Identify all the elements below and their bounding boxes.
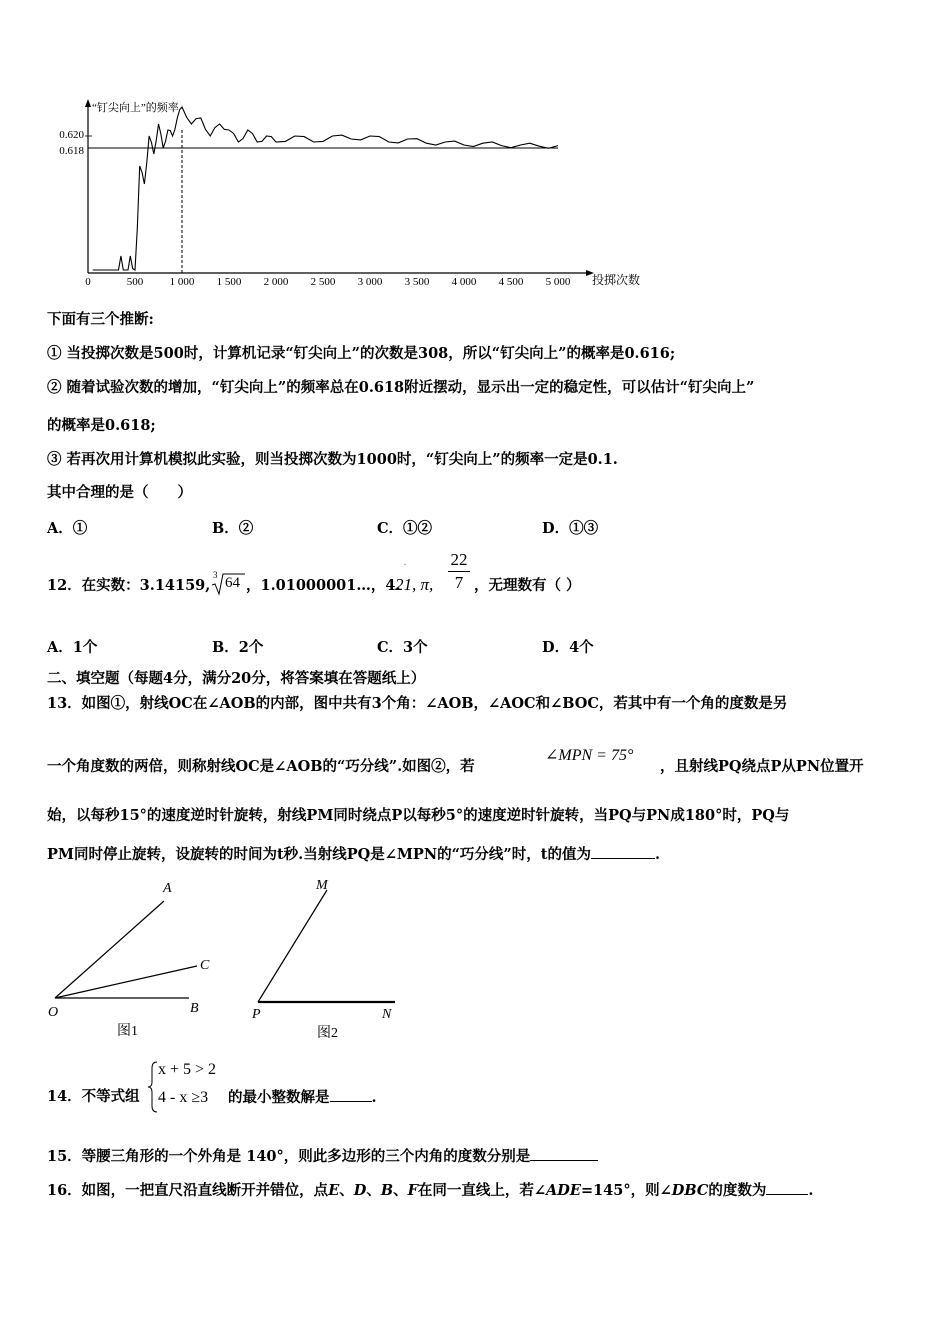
x-tick-label: 5 000 (545, 276, 571, 288)
q16-sep-3: 、 (393, 1182, 408, 1199)
q13-figures (40, 872, 410, 1047)
q14-tail-text: 的最小整数解是 (228, 1089, 330, 1106)
q12-option-d[interactable]: D．4个 (542, 639, 594, 656)
q11-option-c[interactable]: C．①② (377, 520, 433, 537)
x-tick-labels (85, 276, 571, 288)
statement-2b: 的概率是0.618; (47, 417, 156, 434)
x-tick-label: 2 500 (310, 276, 336, 288)
q16-line (47, 1180, 813, 1201)
x-tick-label: 4 000 (451, 276, 477, 288)
statement-1: ① 当投掷次数是500时，计算机记录“钉尖向上”的次数是308，所以“钉尖向上”的概率是0.616; (47, 345, 676, 362)
x-tick-label: 500 (126, 276, 144, 288)
label-b: B (190, 1001, 199, 1016)
q11-option-b[interactable]: B．② (212, 520, 254, 537)
q12-option-b[interactable]: B．2个 (212, 639, 264, 656)
y-axis-arrow (85, 99, 91, 107)
label-c: C (200, 958, 210, 973)
y-axis-title: “钉尖向上”的频率 (92, 102, 179, 114)
intro-line: 下面有三个推断: (47, 311, 154, 328)
x-tick-label: 2 000 (263, 276, 289, 288)
frac-denominator: 7 (454, 573, 464, 592)
q13-line-2a: 一个角度数的两倍，则称射线OC是∠AOB的“巧分线”.如图②，若 (47, 758, 475, 775)
q16-angle-ade: ADE (546, 1182, 581, 1199)
figure-1-caption: 图1 (117, 1024, 138, 1039)
q14-end: . (371, 1089, 377, 1106)
figure-1 (48, 881, 210, 1039)
q16-angle-dbc: DBC (671, 1182, 709, 1199)
q16-text-c: =145°，则∠ (580, 1182, 672, 1199)
q12-cube-root (210, 570, 246, 596)
q12-option-a[interactable]: A．1个 (47, 639, 98, 656)
q16-point-d: D (353, 1182, 367, 1199)
ray-oc (55, 966, 197, 998)
q13-answer-blank[interactable] (591, 844, 655, 859)
q11-option-a[interactable]: A．① (47, 520, 88, 537)
x-tick-label: 1 500 (216, 276, 242, 288)
section-2-heading: 二、填空题（每题4分，满分20分，将答案填在答题纸上） (47, 670, 426, 687)
ray-oa (55, 901, 164, 998)
cbrt-index: 3 (213, 570, 218, 580)
q13-line-4 (47, 844, 660, 865)
q16-end: . (808, 1182, 814, 1199)
frequency-series-line (93, 107, 558, 270)
q12-lead: 12．在实数：3.14159, (47, 577, 211, 594)
q15-answer-blank[interactable] (530, 1146, 598, 1161)
q12-fraction (447, 550, 471, 596)
q11-option-d[interactable]: D．①③ (542, 520, 599, 537)
q15-text: 15．等腰三角形的一个外角是 140°，则此多边形的三个内角的度数分别是 (47, 1148, 531, 1165)
label-n: N (382, 1007, 392, 1022)
q16-sep-2: 、 (366, 1182, 381, 1199)
label-m: M (316, 878, 328, 893)
y-tick-label: 0.620 (59, 129, 84, 141)
x-tick-label: 1 000 (169, 276, 195, 288)
figure-2-caption: 图2 (317, 1026, 338, 1041)
statement-2a: ② 随着试验次数的增加，“钉尖向上”的频率总在0.618附近摆动，显示出一定的稳定性，可以估计“钉尖向上” (47, 379, 755, 396)
q16-point-b: B (380, 1182, 394, 1199)
frequency-chart (40, 95, 665, 295)
q16-point-e: E (328, 1182, 340, 1199)
q13-line-2b: ，且射线PQ绕点P从PN位置开 (660, 758, 864, 775)
x-tick-label: 3 500 (404, 276, 430, 288)
q12-end: ，无理数有（ ） (474, 577, 581, 594)
cbrt-radicand: 64 (225, 575, 240, 591)
q16-text-d: 的度数为 (708, 1182, 767, 1199)
x-tick-label: 4 500 (498, 276, 524, 288)
q13-line-3: 始，以每秒15°的速度逆时针旋转，射线PM同时绕点P以每秒5°的速度逆时针旋转，当PQ与PN成180°时，PQ与 (47, 807, 790, 824)
statement-3: ③ 若再次用计算机模拟此实验，则当投掷次数为1000时，“钉尖向上”的频率一定是0.1. (47, 451, 618, 468)
frac-numerator: 22 (450, 550, 468, 569)
label-p: P (252, 1007, 261, 1022)
q16-point-f: F (407, 1182, 418, 1199)
y-tick-labels (59, 129, 84, 157)
q12-math-tail: 21, π, (395, 575, 434, 594)
q12-option-c[interactable]: C．3个 (377, 639, 428, 656)
y-tick-label: 0.618 (59, 145, 84, 157)
q15-line (47, 1146, 598, 1167)
question-ask: 其中合理的是（ ） (47, 484, 192, 501)
label-a: A (163, 881, 172, 896)
q13-line-4-text: PM同时停止旋转，设旋转的时间为t秒.当射线PQ是∠MPN的“巧分线”时，t的值为 (47, 846, 591, 863)
q14-tail (228, 1087, 377, 1108)
q13-line-4-end: . (654, 846, 661, 863)
q16-sep-1: 、 (339, 1182, 354, 1199)
q14-inequality-1: x + 5 > 2 (158, 1061, 217, 1078)
q12-mid: ，1.01000001…，4. (246, 577, 401, 594)
q13-line-1: 13．如图①，射线OC在∠AOB的内部，图中共有3个角：∠AOB，∠AOC和∠BOC，若其中有一个角的度数是另 (47, 695, 788, 712)
ray-pm (258, 890, 327, 1002)
q13-angle-expression: ∠MPN = 75° (545, 747, 634, 764)
q14-inequality-2: 4 - x ≥3 (158, 1089, 209, 1106)
q14-lead: 14．不等式组 (47, 1088, 140, 1105)
x-tick-label: 0 (85, 276, 91, 288)
x-axis-title: 投掷次数 (592, 273, 641, 287)
q16-text-a: 16．如图，一把直尺沿直线断开并错位，点 (47, 1182, 329, 1199)
figure-2 (251, 878, 395, 1041)
label-o: O (48, 1005, 59, 1020)
q16-answer-blank[interactable] (766, 1180, 808, 1195)
q12-repeat-dot: · (403, 557, 407, 571)
x-tick-label: 3 000 (357, 276, 383, 288)
q14-answer-blank[interactable] (330, 1087, 372, 1102)
q16-text-b: 在同一直线上，若∠ (417, 1182, 547, 1199)
